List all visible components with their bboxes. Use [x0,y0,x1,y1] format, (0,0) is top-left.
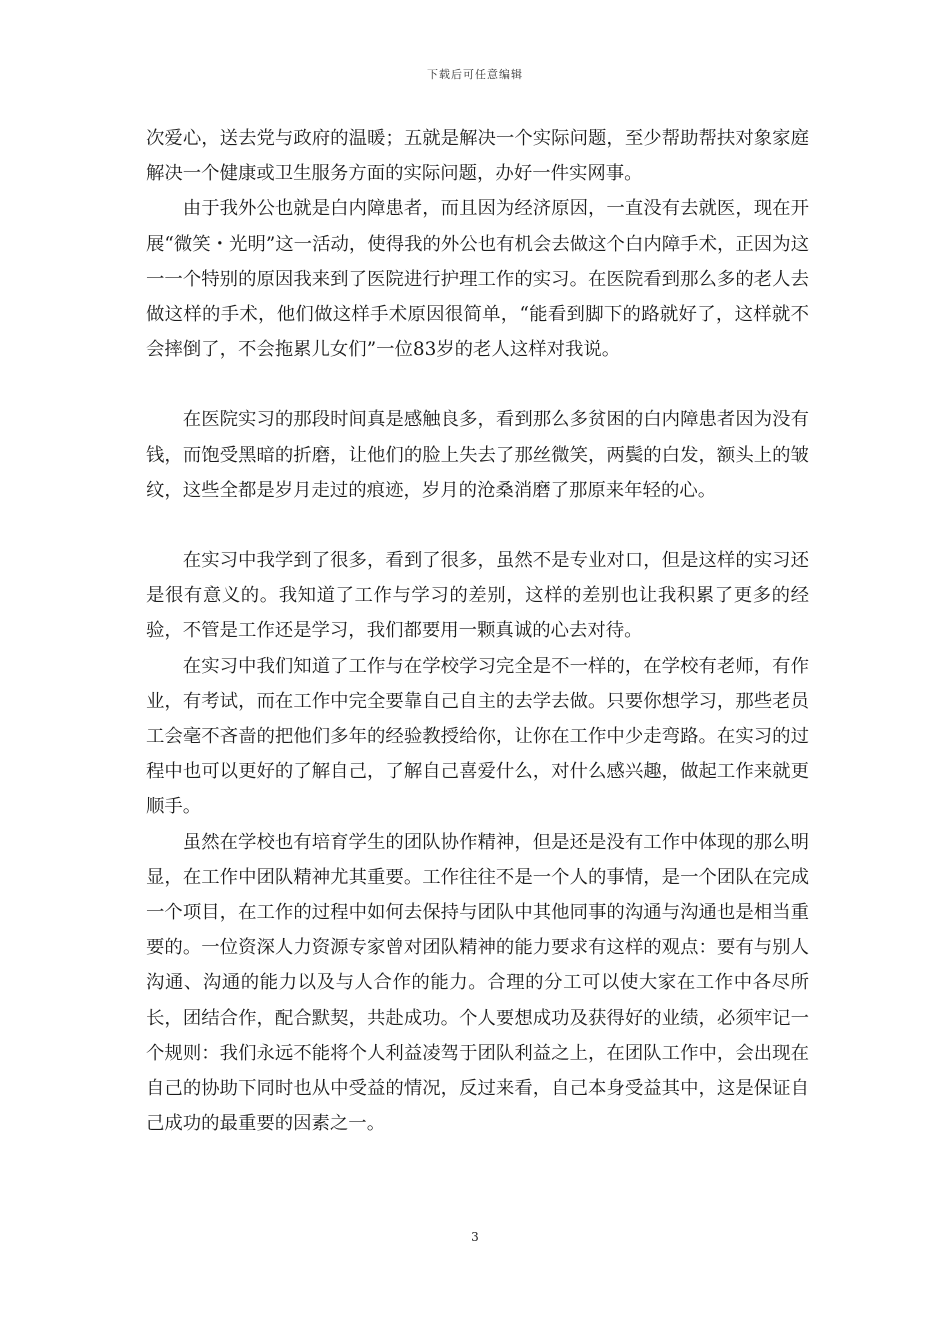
paragraph-internship-learned: 在实习中我学到了很多，看到了很多，虽然不是专业对口，但是这样的实习还是很有意义的。我知道了工作与学习的差别，这样的差别也让我积累了更多的经验，不管是工作还是学习，我们都要用一颗真诚的心去对待。 [146,550,809,642]
paragraph-grandfather-cataract: 由于我外公也就是白内障患者，而且因为经济原因，一直没有去就医，现在开展“微笑・光明”这一活动，使得我的外公也有机会去做这个白内障手术，正因为这一一个特别的原因我来到了医院进行护理工作的实习。在医院看到那么多的老人去做这样的手术，他们做这样手术原因很简单，“能看到脚下的路就好了，这样就不会摔倒了，不会拖累儿女们”一位83岁的老人这样对我说。 [146,198,809,361]
page-number: 3 [471,1230,479,1244]
paragraph-work-vs-school: 在实习中我们知道了工作与在学校学习完全是不一样的，在学校有老师，有作业，有考试，而在工作中完全要靠自己自主的去学去做。只要你想学习，那些老员工会毫不吝啬的把他们多年的经验教授给你，让你在工作中少走弯路。在实习的过程中也可以更好的了解自己，了解自己喜爱什么，对什么感兴趣，做起工作来就更顺手。 [146,655,809,818]
paragraph-teamwork: 虽然在学校也有培育学生的团队协作精神，但是还是没有工作中体现的那么明显，在工作中团队精神尤其重要。工作往往不是一个人的事情，是一个团队在完成一个项目，在工作的过程中如何去保持与团队中其他同事的沟通与沟通也是相当重要的。一位资深人力资源专家曾对团队精神的能力要求有这样的观点：要有与别人沟通、沟通的能力以及与人合作的能力。合理的分工可以使大家在工作中各尽所长，团结合作，配合默契，共赴成功。个人要想成功及获得好的业绩，必须牢记一个规则：我们永远不能将个人利益凌驾于团队利益之上，在团队工作中，会出现在自己的协助下同时也从中受益的情况，反过来看，自己本身受益其中，这是保证自己成功的最重要的因素之一。 [146,831,809,1135]
paragraph-continuation: 次爱心，送去党与政府的温暖；五就是解决一个实际问题，至少帮助帮扶对象家庭解决一个健康或卫生服务方面的实际问题，办好一件实网事。 [146,128,809,185]
document-body [146,121,809,1141]
page-header: 下载后可任意编辑 [427,68,523,81]
paragraph-hospital-feelings: 在医院实习的那段时间真是感触良多，看到那么多贫困的白内障患者因为没有钱，而饱受黑暗的折磨，让他们的脸上失去了那丝微笑，两鬓的白发，额头上的皱纹，这些全都是岁月走过的痕迹，岁月的沧桑消磨了那原来年轻的心。 [146,409,809,501]
